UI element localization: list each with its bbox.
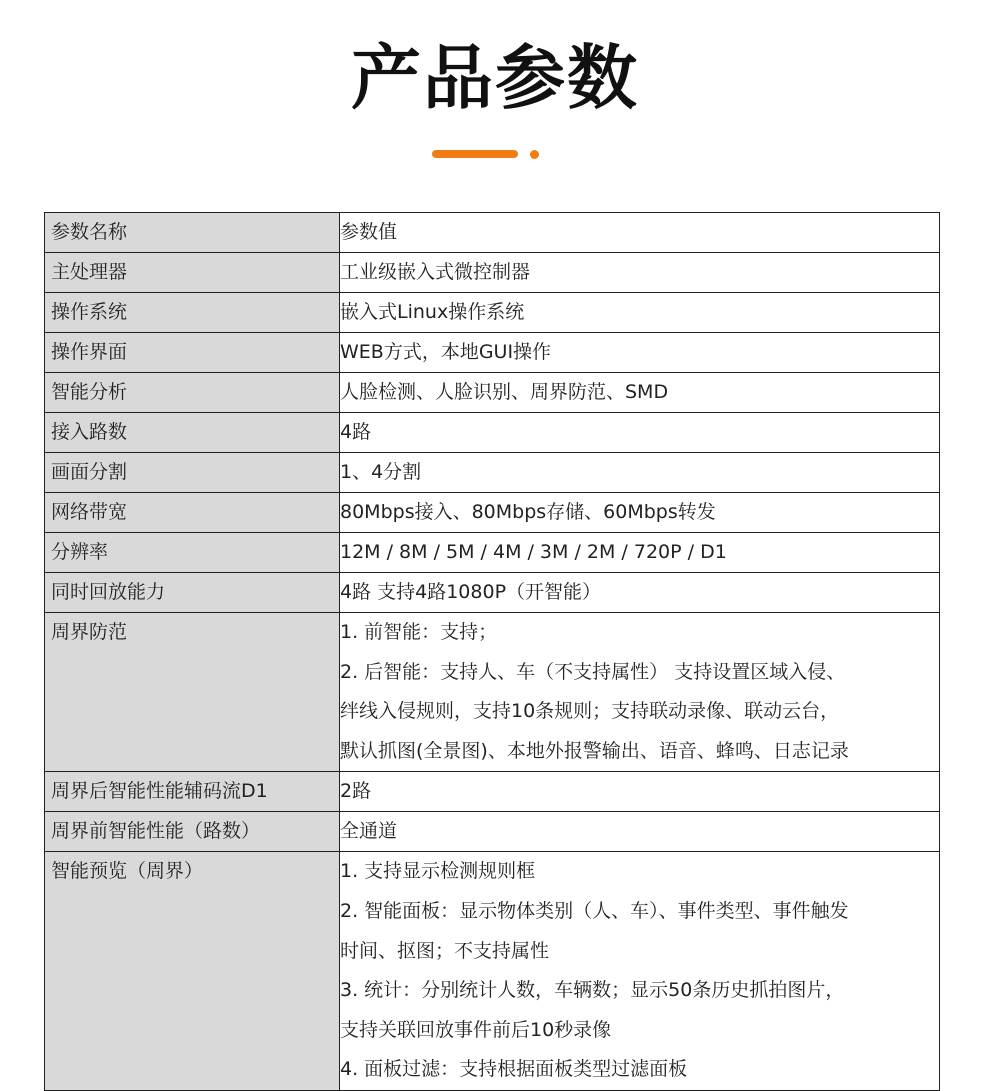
parameter-value-line: 3. 统计：分别统计人数，车辆数；显示50条历史抓拍图片， <box>340 979 845 1002</box>
parameter-name: 周界后智能性能辅码流D1 <box>51 780 268 803</box>
parameter-value-line: 全通道 <box>340 820 398 843</box>
table-row <box>45 253 940 293</box>
parameter-name-cell <box>45 293 340 333</box>
parameter-value-line: 4. 面板过滤：支持根据面板类型过滤面板 <box>340 1058 688 1081</box>
parameter-value-line: 2. 智能面板：显示物体类别（人、车）、事件类型、事件触发 <box>340 899 849 922</box>
parameter-name-cell <box>45 373 340 413</box>
parameter-name: 参数名称 <box>51 221 128 243</box>
parameter-name-cell <box>45 772 340 812</box>
parameter-value-line: 时间、抠图；不支持属性 <box>340 939 550 962</box>
parameter-name: 智能预览（周界） <box>51 860 204 883</box>
parameter-value-line: 1、4分割 <box>340 461 422 483</box>
parameter-name-cell <box>45 413 340 453</box>
parameter-name: 画面分割 <box>51 461 128 483</box>
parameter-name-cell <box>45 613 340 772</box>
parameter-value-cell <box>340 293 940 333</box>
parameter-value-line: 4路 <box>340 421 372 443</box>
parameter-name-cell <box>45 333 340 373</box>
parameter-name: 主处理器 <box>51 261 128 283</box>
underline-dot <box>530 150 539 159</box>
table-row <box>45 413 940 453</box>
parameter-name-cell <box>45 852 340 1091</box>
parameter-value-line: 12M / 8M / 5M / 4M / 3M / 2M / 720P / D1 <box>340 541 727 563</box>
parameter-name: 同时回放能力 <box>51 581 166 603</box>
parameter-name: 操作系统 <box>51 301 128 323</box>
parameter-name: 智能分析 <box>51 381 128 403</box>
parameter-value-line: 人脸检测、人脸识别、周界防范、SMD <box>340 381 669 403</box>
parameter-value-cell <box>340 573 940 613</box>
parameter-value-cell <box>340 253 940 293</box>
parameter-value-cell <box>340 213 940 253</box>
parameter-name: 网络带宽 <box>51 501 128 523</box>
underline-bar <box>432 150 518 158</box>
parameter-table-body <box>45 213 940 1091</box>
parameter-value-cell <box>340 613 940 772</box>
parameter-value-line: 2路 <box>340 780 372 803</box>
parameter-value-line: WEB方式，本地GUI操作 <box>340 341 552 363</box>
parameter-value-line: 参数值 <box>340 221 398 243</box>
parameter-value-cell <box>340 852 940 1091</box>
parameter-name-cell <box>45 453 340 493</box>
table-row <box>45 453 940 493</box>
table-row <box>45 493 940 533</box>
parameter-value-line: 1. 前智能：支持； <box>340 621 498 643</box>
table-row <box>45 812 940 852</box>
parameter-name: 操作界面 <box>51 341 128 363</box>
table-row <box>45 533 940 573</box>
parameter-value-cell <box>340 812 940 852</box>
parameter-name: 周界前智能性能（路数） <box>51 820 261 843</box>
table-row <box>45 613 940 772</box>
table-row <box>45 772 940 812</box>
parameter-value-line: 默认抓图(全景图)、本地外报警输出、语音、蜂鸣、日志记录 <box>340 739 849 762</box>
table-row <box>45 293 940 333</box>
parameter-name-cell <box>45 573 340 613</box>
parameter-value-line: 80Mbps接入、80Mbps存储、60Mbps转发 <box>340 501 716 523</box>
table-row <box>45 852 940 1091</box>
parameter-value-line: 嵌入式Linux操作系统 <box>340 301 525 323</box>
parameter-value-cell <box>340 373 940 413</box>
parameter-name: 接入路数 <box>51 421 128 443</box>
parameter-name-cell <box>45 253 340 293</box>
parameter-name-cell <box>45 812 340 852</box>
parameter-value-cell <box>340 533 940 573</box>
parameter-value-line: 4路 支持4路1080P（开智能） <box>340 581 602 603</box>
table-row <box>45 373 940 413</box>
title-underline-decoration <box>0 150 990 160</box>
parameter-value-cell <box>340 772 940 812</box>
parameter-value-line: 2. 后智能：支持人、车（不支持属性） 支持设置区域入侵、 <box>340 660 846 683</box>
parameter-name-cell <box>45 493 340 533</box>
table-header-row <box>45 213 940 253</box>
page-title: 产品参数 <box>351 37 639 119</box>
parameter-value-line: 支持关联回放事件前后10秒录像 <box>340 1018 612 1041</box>
parameter-value-cell <box>340 333 940 373</box>
parameter-name-cell <box>45 213 340 253</box>
table-row <box>45 333 940 373</box>
parameter-value-cell <box>340 413 940 453</box>
parameter-value-cell <box>340 453 940 493</box>
parameter-value-line: 绊线入侵规则，支持10条规则；支持联动录像、联动云台， <box>340 700 840 723</box>
parameter-value-line: 1. 支持显示检测规则框 <box>340 860 536 883</box>
parameter-value-cell <box>340 493 940 533</box>
parameter-name-cell <box>45 533 340 573</box>
parameter-value-line: 工业级嵌入式微控制器 <box>340 261 531 283</box>
parameter-name: 分辨率 <box>51 541 109 563</box>
table-row <box>45 573 940 613</box>
parameter-name: 周界防范 <box>51 621 128 643</box>
parameter-table <box>44 212 940 1091</box>
